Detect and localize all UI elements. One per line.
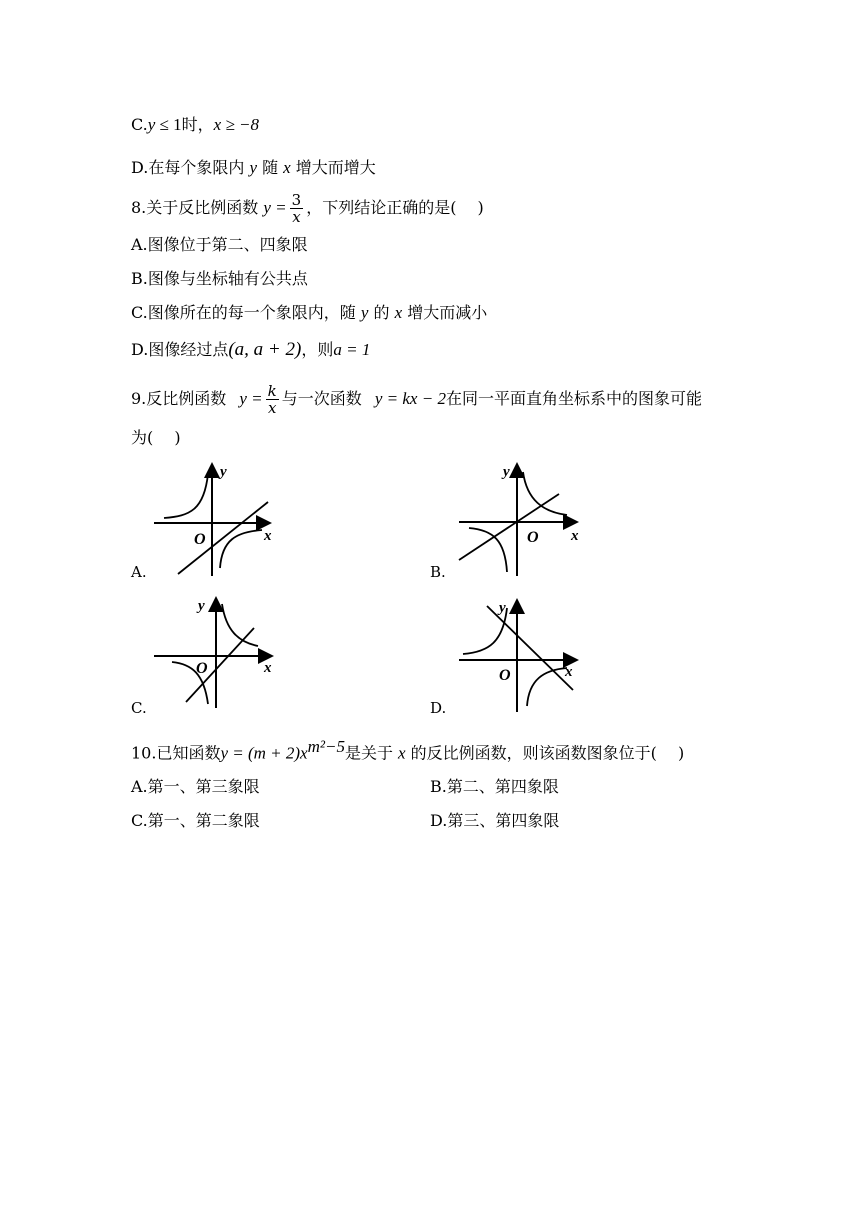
q8-option-c: C.图像所在的每一个象限内，随 y 的 x 增大而减小 [131,303,488,322]
q9a-origin-label: O [194,531,206,548]
q9d-origin-label: O [499,667,511,684]
q9a-x-label: x [264,528,272,544]
q9c-y-label: y [198,598,205,614]
q9-graph-d [455,596,585,714]
q9a-y-label: y [220,464,227,480]
q9-graph-a [150,460,280,578]
q8-option-d: D.图像经过点(a, a + 2)，则a = 1 [131,339,371,360]
q7-option-c: C.y ≤ 1时，x ≥ −8 [131,115,260,134]
q9-graph-c [150,592,280,710]
q10-option-a: A.第一、第三象限 [131,777,260,796]
q9d-x-label: x [565,664,573,680]
q10-stem: 10.已知函数$y = (m + 2)x^{m^2-5}$是关于 x 的反比例函数，则该函数图象位于( ) [131,737,685,763]
q9-fraction: $\frac{k}{x}$ [267,382,277,417]
q9c-origin-label: O [196,660,208,677]
q9-stem: 9.反比例函数 y = $\frac{k}{x}$ 与一次函数 y = kx − 2在同一平面直角坐标系中的图象可能 [131,382,702,417]
q9c-x-label: x [264,660,272,676]
q8-fraction: $\frac{3}{x}$ [291,191,302,226]
q9b-x-label: x [571,528,579,544]
q9-label-d: D. [430,699,447,717]
q10-option-d: D.第三、第四象限 [430,811,560,830]
q7-option-d: D.在每个象限内 y 随 x 增大而增大 [131,158,376,177]
q10-option-c: C.第一、第二象限 [131,811,260,830]
q9b-origin-label: O [527,529,539,546]
q10-option-b: B.第二、第四象限 [430,777,559,796]
q9d-y-label: y [499,600,506,616]
q9-label-b: B. [430,563,446,581]
q9-label-a: A. [131,563,147,581]
q8-option-b: B.图像与坐标轴有公共点 [131,269,308,288]
q9b-y-label: y [503,464,510,480]
q9-graph-b [455,460,585,578]
q8-option-a: A.图像位于第二、四象限 [131,235,308,254]
q9-stem-line2: 为( ) [131,428,181,447]
q8-stem: 8.关于反比例函数 y = $\frac{3}{x}$ ，下列结论正确的是( ) [131,191,484,226]
q9-label-c: C. [131,699,147,717]
